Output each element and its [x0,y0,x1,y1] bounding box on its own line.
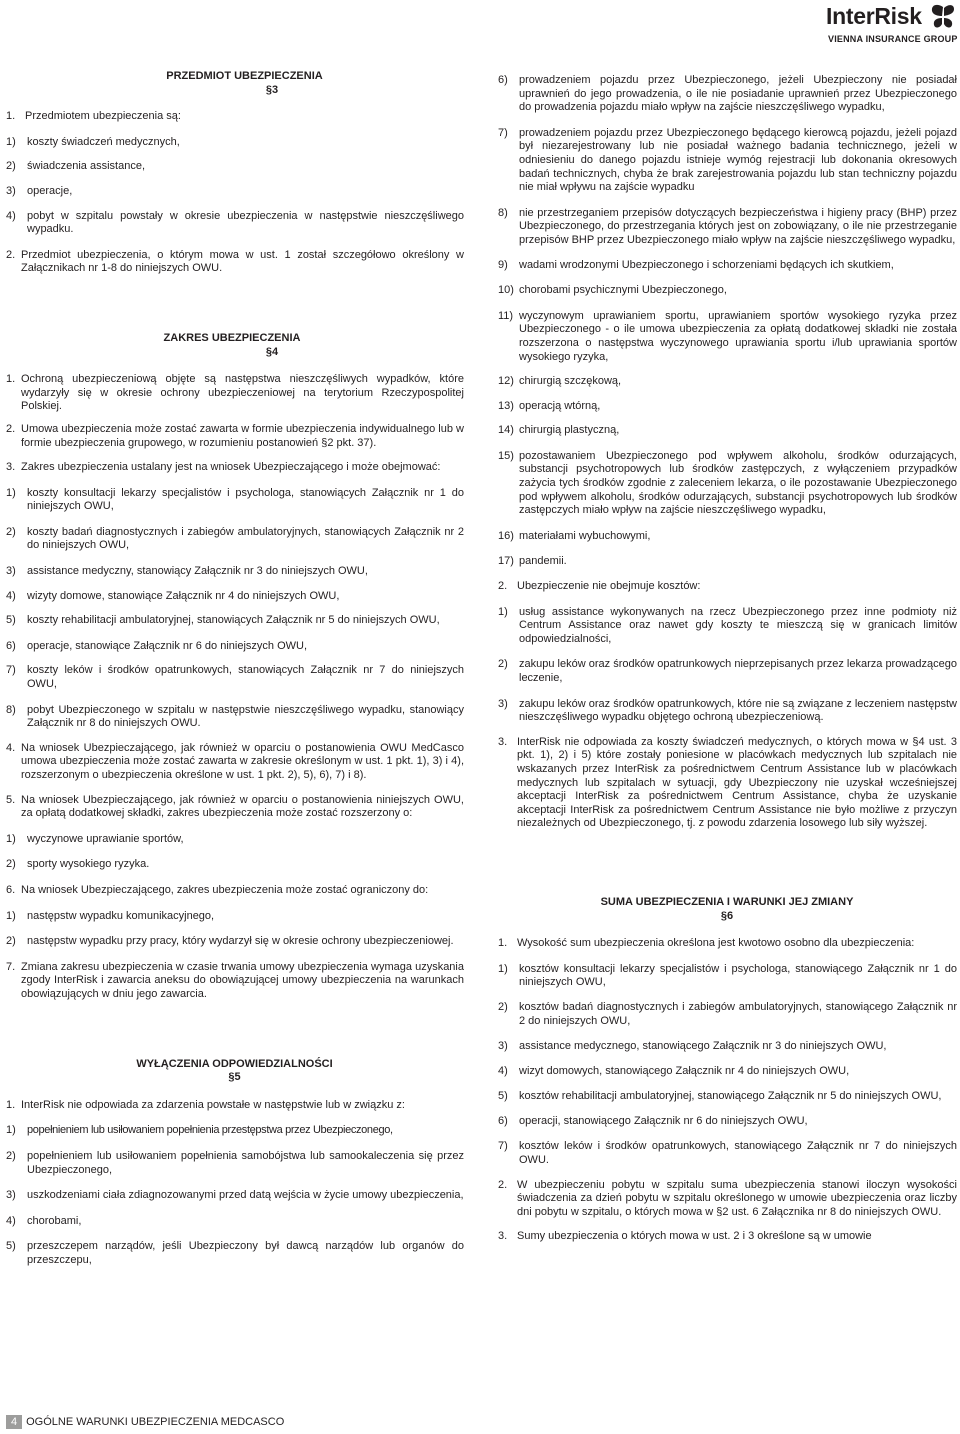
list-item: 3) uszkodzeniami ciała zdiagnozowanymi przed datą wejścia w życie umowy ubezpieczenia, [6,1189,464,1202]
section-5-heading [132,1058,337,1085]
list-item: 7) koszty leków i środków opatrunkowych, stanowiących Załącznik nr 7 do niniejszych OWU, [6,664,464,691]
section-paragraph-number: §5 [228,1071,241,1084]
sec4-point-5: 5. Na wniosek Ubezpieczającego, jak również w oparciu o postanowienia niniejszych OWU, za opłatą dodatkowej składki, zakres ubezpieczenia może zostać rozszerzony o: [6,793,464,820]
sec4-point-6: 6. Na wniosek Ubezpieczającego, zakres ubezpieczenia może zostać ograniczony do: [6,883,429,896]
list-item: 13) operacją wtórną, [498,399,601,412]
list-item: 3) zakupu leków oraz środków opatrunkowych, które nie są związane z leczeniem następstw nieszczęśliwego wypadku objętego ochroną ubezpieczeniową. [498,697,957,724]
document-title: OGÓLNE WARUNKI UBEZPIECZENIA MEDCASCO [26,1416,285,1428]
list-item: 2) kosztów badań diagnostycznych i zabiegów ambulatoryjnych, stanowiącego Załącznik nr 2 do niniejszych OWU, [498,1000,957,1027]
brand-name: InterRisk [826,3,922,29]
list-item: 6) operacji, stanowiącego Załącznik nr 6 do niniejszych OWU, [498,1114,808,1127]
list-item: 2) zakupu leków oraz środków opatrunkowych nieprzepisanych przez lekarza prowadzącego leczenie, [498,658,957,684]
list-item: 4) chorobami, [6,1214,82,1227]
list-item: 6) operacje, stanowiące Załącznik nr 6 do niniejszych OWU, [6,639,308,652]
list-item: 6) prowadzeniem pojazdu przez Ubezpieczonego, jeżeli Ubezpieczony nie posiadał uprawnień do jego prowadzenia, o ile nie posiadanie uprawnień przez Ubezpieczonego do prowadzenia pojazdu miało wpływ na zajście nieszczęśliwego wypadku, [498,74,957,114]
sec4-point-4: 4. Na wniosek Ubezpieczającego, jak również w oparciu o postanowienia OWU MedCasco umowa ubezpieczenia może zostać zawarta w zakresie określonym w ust. 1 pkt. 1), 3) i 4), rozszerzonym o ubezpieczenia określone w ust. 1 pkt. 2), 5), 6), 7) i 8). [6,741,464,781]
list-item: 2) następstw wypadku przy pracy, który wydarzył się w okresie ochrony ubezpieczeniowej. [6,935,454,948]
list-item: 4) wizyty domowe, stanowiące Załącznik nr 4 do niniejszych OWU, [6,589,340,602]
list-item: 9) wadami wrodzonymi Ubezpieczonego i schorzeniami będących ich skutkiem, [498,258,894,271]
sec4-point-3: 3. Zakres ubezpieczenia ustalany jest na wniosek Ubezpieczającego i może obejmować: [6,461,441,474]
list-item: 5) kosztów rehabilitacji ambulatoryjnej, stanowiącego Załącznik nr 5 do niniejszych OWU, [498,1090,942,1103]
list-item: 7) kosztów leków i środków opatrunkowych, stanowiącego Załącznik nr 7 do niniejszych OWU. [498,1140,957,1167]
list-item: 2) popełnieniem lub usiłowaniem popełnienia samobójstwa lub samookaleczenia się przez Ubezpieczonego, [6,1149,464,1176]
list-item: 1) wyczynowe uprawianie sportów, [6,832,184,845]
section-title: PRZEDMIOT UBEZPIECZENIA [166,70,323,82]
list-item: 1) usług assistance wykonywanych na rzecz Ubezpieczonego przez inne podmioty niż Centrum Assistance oraz nawet gdy koszty te mieszczą się w granicach limitów odpowiedzialności, [498,605,957,645]
list-item: 15) pozostawaniem Ubezpieczonego pod wpływem alkoholu, środków odurzających, substancji psychotropowych lub środków zastępczych, z wyłączeniem przypadków zażycia tych środków zgodnie z zaleceniem lekarza, o ile pozostawanie Ubezpieczonego pod wpływem alkoholu, środków odurzających, substancji psychotropowych lub środków zastępczych miało wpływ na zajście nieszczęśliwego wypadku, [498,449,957,517]
list-item: 2) koszty badań diagnostycznych i zabiegów ambulatoryjnych, stanowiących Załącznik nr 2 do niniejszych OWU, [6,525,464,552]
list-item: 8) nie przestrzeganiem przepisów dotyczących bezpieczeństwa i higieny pracy (BHP) przez Ubezpieczonego, do przestrzegania których jest on zobowiązany, o ile nie przestrzeganie przepisów BHP przez Ubezpieczonego miało wpływ na zajście nieszczęśliwego wypadku, [498,206,957,246]
list-item: 1) kosztów konsultacji lekarzy specjalistów i psychologa, stanowiącego Załącznik nr 1 do niniejszych OWU, [498,962,957,989]
brand-subtitle: VIENNA INSURANCE GROUP [828,34,958,44]
sec4-point-2: 2. Umowa ubezpieczenia może zostać zawarta w formie ubezpieczenia indywidualnego lub w formie ubezpieczenia grupowego, w rozumieniu postanowień §2 pkt. 37). [6,422,464,449]
list-item: 3) assistance medyczny, stanowiący Załącznik nr 3 do niniejszych OWU, [6,565,368,578]
sec3-point-2: 2. Przedmiot ubezpieczenia, o którym mowa w ust. 1 został szczegółowo określony w Załącznikach nr 1-8 do niniejszych OWU. [6,248,464,275]
section-paragraph-number: §6 [720,909,734,922]
list-item: 8) pobyt Ubezpieczonego w szpitalu w następstwie nieszczęśliwego wypadku, stanowiący Załącznik nr 8 do niniejszych OWU. [6,703,464,730]
left-column [6,70,464,1267]
list-item: 7) prowadzeniem pojazdu przez Ubezpieczonego będącego kierowcą pojazdu, jeżeli pojazd był niezarejestrowany lub nie posiadał ważnego badania technicznego, jeżeli w odniesieniu do danego pojazdu istnieje wymóg rejestracji lub dokonania okresowych badań technicznych, chyba że brak zarejestrowania pojazdu lub stan techniczny pojazdu nie miał wpływu na zajście wypadku [498,126,957,194]
sec6-point-2: 2. W ubezpieczeniu pobytu w szpitalu suma ubezpieczenia stanowi iloczyn wysokości świadczenia za dzień pobytu w szpitalu określonego w umowie ubezpieczenia oraz liczby dni pobytu w szpitalu, o których mowa w §2 ust. 6 Załącznika nr 8 do niniejszych OWU. [498,1178,957,1218]
list-item: 1) koszty świadczeń medycznych, [6,135,180,148]
section-3-heading [163,70,326,97]
list-item: 4) wizyt domowych, stanowiącego Załącznik nr 4 do niniejszych OWU, [498,1064,850,1077]
right-column [498,70,957,1244]
section-title: ZAKRES UBEZPIECZENIA [163,331,301,344]
sec5-point-2: 2. Ubezpieczenie nie obejmuje kosztów: [498,580,701,593]
list-item: 5) koszty rehabilitacji ambulatoryjnej, stanowiących Załącznik nr 5 do niniejszych OWU, [6,614,440,627]
sec3-point-1: 1. Przedmiotem ubezpieczenia są: [6,110,181,123]
list-item: 2) świadczenia assistance, [6,160,146,173]
section-4-heading [157,332,307,359]
list-item: 4) pobyt w szpitalu powstały w okresie ubezpieczenia w następstwie nieszczęśliwego wypadku. [6,209,464,236]
list-item: 5) przeszczepem narządów, jeśli Ubezpieczony był dawcą narządów lub organów do przeszczepu, [6,1240,464,1266]
list-item: 1) następstw wypadku komunikacyjnego, [6,909,215,922]
list-item: 11) wyczynowym uprawianiem sportu, uprawianiem sportów wysokiego ryzyka przez Ubezpieczonego - o ile umowa ubezpieczenia za opłatą dodatkowej składki nie została rozszerzona o następstwa wyczynowego uprawiania sportu i/lub uprawiania sportów wysokiego ryzyka, [498,309,957,363]
sec6-point-1: 1. Wysokość sum ubezpieczenia określona jest kwotowo osobno dla ubezpieczenia: [498,937,915,950]
section-6-heading [594,896,860,923]
list-item: 1) popełnieniem lub usiłowaniem popełnienia przestępstwa przez Ubezpieczonego, [6,1124,393,1137]
page-footer [6,1415,284,1429]
sec4-point-7: 7. Zmiana zakresu ubezpieczenia w czasie trwania umowy ubezpieczenia wymaga uzyskania zgody InterRisk i zawarcia aneksu do obowiązującej umowy ubezpieczenia na warunkach obowiązujących w dniu jego zawarcia. [6,960,464,1000]
section-title: SUMA UBEZPIECZENIA I WARUNKI JEJ ZMIANY [600,895,854,908]
list-item: 3) operacje, [6,184,73,197]
list-item: 2) sporty wysokiego ryzyka. [6,858,150,871]
sec5-point-1: 1. InterRisk nie odpowiada za zdarzenia powstałe w następstwie lub w związku z: [6,1098,405,1111]
interrisk-logo [826,3,958,48]
list-item: 16) materiałami wybuchowymi, [498,529,651,542]
list-item: 17) pandemii. [498,555,567,568]
sec6-point-3: 3. Sumy ubezpieczenia o których mowa w ust. 2 i 3 określone są w umowie [498,1230,872,1243]
section-paragraph-number: §3 [265,83,279,96]
list-item: 14) chirurgią plastyczną, [498,424,620,437]
page-number: 4 [6,1415,22,1429]
list-item: 3) assistance medycznego, stanowiącego Załącznik nr 3 do niniejszych OWU, [498,1040,887,1053]
butterfly-logo-icon [929,3,957,31]
sec5-point-3: 3. InterRisk nie odpowiada za koszty świadczeń medycznych, o których mowa w §4 ust. 3 pkt. 1), 2) i 5) które zostały poniesione w placówkach medycznych lub szpitalach nie wskazanych przez InterRisk za pośrednictwem Centrum Assistance lub w placówkach medycznych lub szpitalach w sytuacji, gdy Ubezpieczony nie uzyskał wcześniejszej akceptacji InterRisk za pośrednictwem Centrum Assistance, chyba że uzyskanie akceptacji InterRisk za pośrednictwem Centrum Assistance nie było możliwe z przyczyn niezależnych od Ubezpieczonego, tj. z powodu zdarzenia losowego lub siły wyższej. [498,735,957,830]
list-item: 10) chorobami psychicznymi Ubezpieczonego, [498,284,727,297]
list-item: 1) koszty konsultacji lekarzy specjalistów i psychologa, stanowiących Załącznik nr 1 do niniejszych OWU, [6,486,464,513]
list-item: 12) chirurgią szczękową, [498,375,622,388]
sec4-point-1: 1. Ochroną ubezpieczeniową objęte są następstwa nieszczęśliwych wypadków, które wydarzyły się w okresie ochrony ubezpieczeniowej na terytorium Rzeczypospolitej Polskiej. [6,373,464,413]
section-paragraph-number: §4 [265,345,279,358]
section-title: WYŁĄCZENIA ODPOWIEDZIALNOŚCI [136,1057,333,1070]
